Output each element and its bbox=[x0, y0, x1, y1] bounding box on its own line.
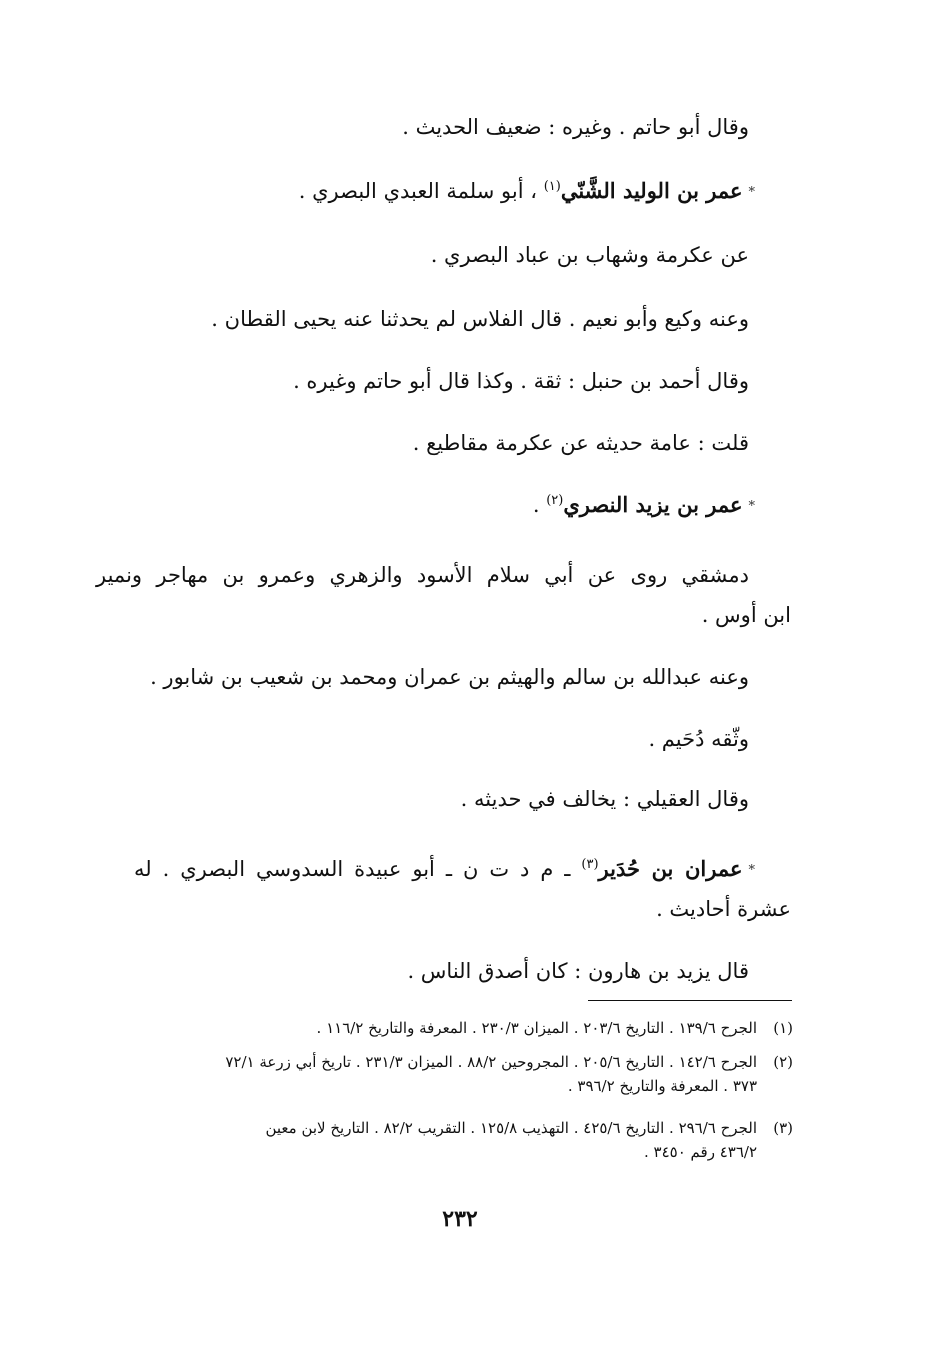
text-line-12 bbox=[461, 784, 749, 814]
line-text: عشرة أحاديث . bbox=[656, 897, 791, 921]
entry-umar-ibn-yazid bbox=[533, 490, 755, 522]
line-text: وثّقه دُحَيم . bbox=[648, 727, 749, 751]
footnote-number: (٢) bbox=[773, 1053, 793, 1071]
footnote-2 bbox=[130, 1050, 793, 1098]
footnote-number: (٣) bbox=[773, 1119, 793, 1137]
footnote-text-continued: ٣٧٣ . المعرفة والتاريخ ٣٩٦/٢ . bbox=[567, 1077, 757, 1095]
entry-name: عمر بن الوليد الشَّنّي bbox=[560, 178, 743, 203]
entry-umar-ibn-al-walid bbox=[299, 176, 755, 208]
page-number: ٢٣٢ bbox=[442, 1206, 478, 1232]
line-text: وقال أبو حاتم . وغيره : ضعيف الحديث . bbox=[402, 115, 749, 139]
footnote-ref-2: (٢) bbox=[546, 493, 564, 508]
entry-imran-ibn-hudayr bbox=[134, 854, 755, 886]
line-text: وعنه عبدالله بن سالم والهيثم بن عمران ومحمد بن شعيب بن شابور . bbox=[150, 665, 749, 689]
line-text: عن عكرمة وشهاب بن عباد البصري . bbox=[430, 243, 749, 267]
entry-name: عمر بن يزيد النصري bbox=[563, 492, 743, 517]
text-line-6 bbox=[413, 428, 749, 458]
footnote-1 bbox=[130, 1016, 793, 1040]
line-text: ابن أوس . bbox=[701, 603, 791, 627]
footnote-ref-1: (١) bbox=[543, 179, 561, 194]
text-line-15 bbox=[407, 956, 749, 986]
footnote-3 bbox=[130, 1116, 793, 1164]
text-line-14 bbox=[656, 894, 791, 924]
footnote-separator bbox=[588, 1000, 792, 1001]
footnote-ref-3: (٣) bbox=[581, 857, 599, 872]
entry-rest: ـ م د ت ن ـ أبو عبيدة السدوسي البصري . له bbox=[134, 857, 582, 881]
footnote-text: الجرح ١٤٢/٦ . التاريخ ٢٠٥/٦ . المجروحين ٨٨/٢ . الميزان ٢٣١/٣ . تاريخ أبي زرعة ٧٢/١ bbox=[225, 1053, 757, 1071]
line-text: قال يزيد بن هارون : كان أصدق الناس . bbox=[407, 959, 749, 983]
footnote-text-continued: ٤٣٦/٢ رقم ٣٤٥٠ . bbox=[644, 1143, 757, 1161]
text-line-3 bbox=[431, 240, 749, 270]
text-line-10 bbox=[150, 662, 749, 692]
text-line-1 bbox=[402, 112, 749, 142]
footnote-text: الجرح ١٣٩/٦ . التاريخ ٢٠٣/٦ . الميزان ٢٣٠/٣ . المعرفة والتاريخ ١١٦/٢ . bbox=[316, 1019, 757, 1037]
line-text: دمشقي روى عن أبي سلام الأسود والزهري وعمرو بن مهاجر ونمير bbox=[96, 563, 749, 587]
entry-marker: * bbox=[748, 862, 756, 878]
entry-marker: * bbox=[748, 184, 755, 200]
entry-rest: ، أبو سلمة العبدي البصري . bbox=[298, 179, 544, 203]
text-line-5 bbox=[293, 366, 749, 396]
line-text: وعنه وكيع وأبو نعيم . قال الفلاس لم يحدثنا عنه يحيى القطان . bbox=[211, 307, 749, 331]
text-line-11 bbox=[648, 724, 749, 754]
text-line-4 bbox=[211, 304, 749, 334]
text-line-9 bbox=[702, 600, 791, 630]
line-text: وقال العقيلي : يخالف في حديثه . bbox=[460, 787, 749, 811]
line-text: قلت : عامة حديثه عن عكرمة مقاطيع . bbox=[412, 431, 749, 455]
text-line-8 bbox=[96, 560, 749, 590]
entry-rest: . bbox=[532, 493, 547, 517]
line-text: وقال أحمد بن حنبل : ثقة . وكذا قال أبو حاتم وغيره . bbox=[293, 369, 749, 393]
entry-marker: * bbox=[748, 498, 755, 514]
footnote-number: (١) bbox=[773, 1019, 793, 1037]
footnote-text: الجرح ٢٩٦/٦ . التاريخ ٤٢٥/٦ . التهذيب ١٢٥/٨ . التقريب ٨٢/٢ . التاريخ لابن معين bbox=[265, 1119, 757, 1137]
entry-name: عمران بن حُدَير bbox=[598, 856, 743, 881]
